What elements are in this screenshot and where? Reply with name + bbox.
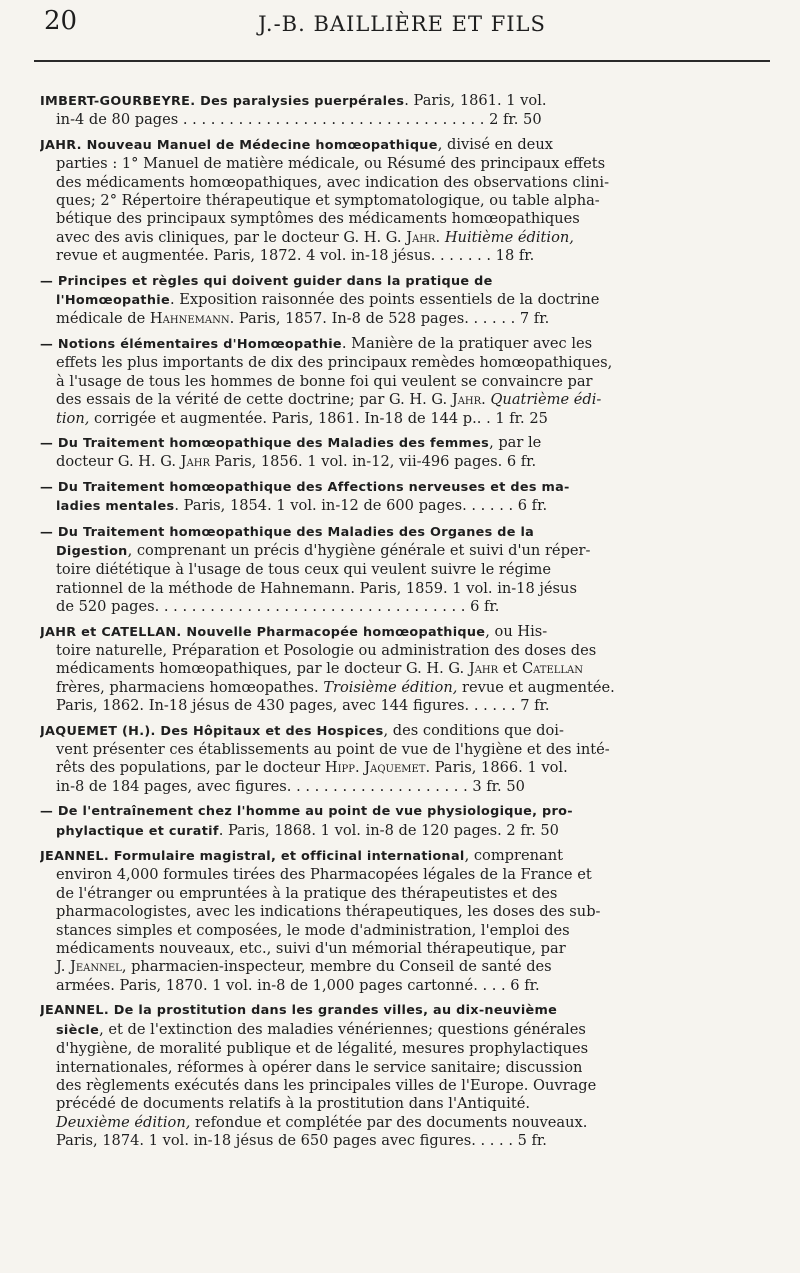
entry-line bbox=[40, 210, 762, 228]
entry-text: . bbox=[435, 228, 445, 246]
entry-line bbox=[40, 1114, 762, 1132]
entry-line bbox=[40, 977, 762, 995]
entry-heading-text: JAHR et CATELLAN. bbox=[40, 624, 187, 640]
entry-text: stances simples et composées, le mode d'administration, l'emploi des bbox=[56, 921, 570, 939]
entry-text: Catellan bbox=[521, 660, 584, 678]
entry-text: toire diététique à l'usage de tous ceux qui veulent suivre le régime bbox=[56, 561, 551, 579]
entry-line bbox=[40, 885, 762, 903]
entry-text: médicale de bbox=[56, 310, 150, 328]
catalog-entries bbox=[40, 92, 762, 1151]
entry-text: refondue et complétée par des documents nouveaux. bbox=[190, 1113, 588, 1131]
entry-text: docteur G. H. G. bbox=[56, 453, 181, 471]
entry-line bbox=[40, 958, 762, 976]
entry-line bbox=[40, 92, 762, 111]
entry-heading-text: JAQUEMET (H.). bbox=[40, 723, 161, 739]
catalog-entry bbox=[40, 523, 762, 617]
catalog-entry bbox=[40, 802, 762, 841]
entry-text: , comprenant un précis d'hygiène générale et suivi d'un réper- bbox=[127, 541, 591, 559]
entry-line bbox=[40, 1077, 762, 1095]
entry-text: tion, bbox=[56, 409, 90, 427]
entry-heading-text: De la prostitution dans les grandes villes, au dix-neuvième bbox=[113, 1003, 558, 1019]
entry-line bbox=[40, 802, 762, 821]
entry-text: médicaments homœopathiques, par le docteur G. H. G. bbox=[56, 660, 469, 678]
entry-heading-text: — Du Traitement homœopathique des Maladies des Organes de la bbox=[40, 524, 535, 540]
entry-heading-text: Nouveau Manuel de Médecine homœopathique bbox=[86, 137, 438, 153]
entry-text: Jahr bbox=[451, 391, 482, 409]
entry-heading-text: Digestion bbox=[56, 543, 128, 559]
entry-text: Hahnemann bbox=[149, 310, 230, 328]
entry-text: , divisé en deux bbox=[437, 135, 553, 153]
entry-line bbox=[40, 722, 762, 741]
entry-text: Jahr bbox=[180, 453, 210, 471]
entry-text: . bbox=[481, 391, 491, 409]
entry-text: des essais de la vérité de cette doctrine; par G. H. G. bbox=[56, 391, 452, 409]
entry-text: , comprenant bbox=[464, 847, 563, 865]
entry-text: Jahr bbox=[468, 660, 499, 678]
catalog-entry bbox=[40, 623, 762, 716]
entry-text: de l'étranger ou empruntées à la pratique des thérapeutistes et des bbox=[56, 884, 558, 902]
entry-text: ques; 2° Répertoire thérapeutique et symptomatologique, ou table alpha- bbox=[56, 192, 600, 210]
entry-text: Troisième édition, bbox=[323, 678, 458, 696]
entry-line bbox=[40, 310, 762, 328]
entry-heading-text: — Notions élémentaires d'Homœopathie bbox=[40, 336, 342, 352]
entry-text: , et de l'extinction des maladies vénériennes; questions générales bbox=[99, 1020, 586, 1038]
entry-line bbox=[40, 623, 762, 642]
entry-heading-text: l'Homœopathie bbox=[56, 293, 170, 309]
entry-text: Paris, 1862. In-18 jésus de 430 pages, avec 144 figures. . . . . . 7 fr. bbox=[56, 697, 550, 715]
entry-text: Paris, 1874. 1 vol. in-18 jésus de 650 pages avec figures. . . . . 5 fr. bbox=[56, 1132, 547, 1150]
entry-heading-text: — Principes et règles qui doivent guider dans la pratique de bbox=[40, 273, 493, 289]
entry-line bbox=[40, 759, 762, 777]
entry-text: . Paris, 1861. 1 vol. bbox=[404, 92, 547, 109]
entry-text: , ou His- bbox=[485, 622, 548, 640]
entry-text: Huitième édition, bbox=[444, 228, 574, 246]
entry-heading-text: siècle bbox=[56, 1022, 100, 1038]
entry-line bbox=[40, 1021, 762, 1040]
entry-text: bétique des principaux symptômes des médicaments homœopathiques bbox=[56, 210, 580, 228]
entry-line bbox=[40, 111, 762, 129]
entry-text: parties : 1° Manuel de matière médicale, ou Résumé des principaux effets bbox=[56, 155, 606, 173]
entry-line bbox=[40, 940, 762, 958]
page-header bbox=[34, 0, 770, 62]
entry-text: in-8 de 184 pages, avec figures. . . . . . . . . . . . . . . . . . . . 3 fr. 50 bbox=[56, 777, 525, 795]
entry-text: pharmacologistes, avec les indications thérapeutiques, les doses des sub- bbox=[56, 903, 601, 921]
entry-text: d'hygiène, de moralité publique et de légalité, mesures prophylactiques bbox=[56, 1040, 589, 1058]
entry-line bbox=[40, 1059, 762, 1077]
catalog-entry bbox=[40, 847, 762, 995]
entry-text: . Paris, 1857. In-8 de 528 pages. . . . . . 7 fr. bbox=[229, 310, 550, 328]
entry-text: avec des avis cliniques, par le docteur G. H. G. bbox=[56, 228, 407, 246]
entry-heading-text: Nouvelle Pharmacopée homœopathique bbox=[186, 624, 486, 640]
entry-line bbox=[40, 847, 762, 866]
entry-text: frères, pharmaciens homœopathes. bbox=[56, 678, 324, 696]
entry-text: internationales, réformes à opérer dans le service sanitaire; discussion bbox=[56, 1058, 583, 1076]
entry-line bbox=[40, 174, 762, 192]
catalog-entry bbox=[40, 1001, 762, 1150]
entry-line bbox=[40, 598, 762, 616]
entry-text: vent présenter ces établissements au point de vue de l'hygiène et des inté- bbox=[56, 741, 610, 758]
entry-line bbox=[40, 410, 762, 428]
entry-text: Deuxième édition, bbox=[56, 1113, 191, 1131]
entry-line bbox=[40, 247, 762, 265]
entry-text: . Manière de la pratiquer avec les bbox=[341, 334, 593, 352]
entry-text: à l'usage de tous les hommes de bonne foi qui veulent se convaincre par bbox=[56, 372, 593, 390]
entry-line bbox=[40, 903, 762, 921]
entry-line bbox=[40, 580, 762, 598]
entry-text: environ 4,000 formules tirées des Pharmacopées légales de la France et bbox=[56, 866, 592, 884]
entry-line bbox=[40, 697, 762, 715]
entry-heading-text: JAHR. bbox=[40, 137, 87, 153]
entry-text: toire naturelle, Préparation et Posologie ou administration des doses des bbox=[56, 641, 597, 659]
entry-text: revue et augmentée. Paris, 1872. 4 vol. in-18 jésus. . . . . . . 18 fr. bbox=[56, 247, 535, 265]
catalog-entry bbox=[40, 92, 762, 130]
entry-line bbox=[40, 155, 762, 173]
entry-text: de 520 pages. . . . . . . . . . . . . . . . . . . . . . . . . . . . . . . . . . 6 fr. bbox=[56, 598, 500, 616]
entry-heading-text: — Du Traitement homœopathique des Affections nerveuses et des ma- bbox=[40, 479, 570, 495]
entry-text: rêts des populations, par le docteur bbox=[56, 759, 325, 777]
entry-heading-text: IMBERT-GOURBEYRE. bbox=[40, 94, 201, 109]
entry-line bbox=[40, 136, 762, 155]
catalog-entry bbox=[40, 136, 762, 266]
entry-line bbox=[40, 679, 762, 697]
entry-heading-text: — Du Traitement homœopathique des Maladies des femmes bbox=[40, 435, 490, 451]
entry-line bbox=[40, 542, 762, 561]
entry-line bbox=[40, 272, 762, 291]
entry-text: . Exposition raisonnée des points essentiels de la doctrine bbox=[169, 291, 600, 309]
entry-line bbox=[40, 778, 762, 796]
entry-text: Hipp. Jaquemet bbox=[324, 759, 426, 777]
entry-line bbox=[40, 1001, 762, 1020]
running-head: J.-B. BAILLIÈRE ET FILS bbox=[258, 12, 546, 36]
entry-text: précédé de documents relatifs à la prostitution dans l'Antiquité. bbox=[56, 1095, 530, 1113]
entry-line bbox=[40, 229, 762, 247]
entry-text: , des conditions que doi- bbox=[383, 721, 564, 739]
entry-line bbox=[40, 391, 762, 409]
entry-heading-text: ladies mentales bbox=[56, 499, 175, 515]
entry-line bbox=[40, 373, 762, 391]
entry-text: et bbox=[498, 660, 522, 678]
entry-line bbox=[40, 1132, 762, 1150]
page-number: 20 bbox=[44, 6, 78, 36]
entry-line bbox=[40, 453, 762, 471]
entry-text: effets les plus importants de dix des principaux remèdes homœopathiques, bbox=[56, 354, 613, 372]
catalog-entry bbox=[40, 478, 762, 517]
entry-line bbox=[40, 866, 762, 884]
entry-text: rationnel de la méthode de Hahnemann. Paris, 1859. 1 vol. in-18 jésus bbox=[56, 579, 577, 597]
entry-text: , pharmacien-inspecteur, membre du Conseil de santé des bbox=[121, 958, 552, 976]
entry-heading-text: Formulaire magistral, et officinal international bbox=[113, 849, 465, 865]
catalog-entry bbox=[40, 434, 762, 472]
entry-text: des médicaments homœopathiques, avec indication des observations clini- bbox=[56, 173, 610, 191]
entry-text: Quatrième édi- bbox=[490, 391, 602, 409]
entry-text: . Paris, 1854. 1 vol. in-12 de 600 pages. . . . . . 6 fr. bbox=[174, 497, 548, 515]
entry-text: . Paris, 1868. 1 vol. in-8 de 120 pages. 2 fr. 50 bbox=[218, 821, 559, 839]
entry-line bbox=[40, 561, 762, 579]
entry-text: corrigée et augmentée. Paris, 1861. In-18 de 144 p.. . 1 fr. 25 bbox=[89, 409, 548, 427]
entry-text: J. bbox=[56, 958, 70, 976]
catalog-entry bbox=[40, 335, 762, 428]
entry-heading-text: JEANNEL. bbox=[40, 849, 114, 865]
entry-line bbox=[40, 192, 762, 210]
entry-line bbox=[40, 434, 762, 453]
entry-text: in-4 de 80 pages . . . . . . . . . . . . . . . . . . . . . . . . . . . . . . . . . 2 fr. 50 bbox=[56, 111, 542, 129]
entry-line bbox=[40, 523, 762, 542]
entry-text: revue et augmentée. bbox=[457, 678, 615, 696]
entry-line bbox=[40, 642, 762, 660]
entry-heading-text: Des paralysies puerpérales bbox=[200, 94, 405, 109]
entry-text: des règlements exécutés dans les principales villes de l'Europe. Ouvrage bbox=[56, 1076, 597, 1094]
entry-text: . Paris, 1866. 1 vol. bbox=[425, 759, 568, 777]
catalog-entry bbox=[40, 272, 762, 329]
entry-text: médicaments nouveaux, etc., suivi d'un mémorial thérapeutique, par bbox=[56, 940, 566, 958]
entry-heading-text: JEANNEL. bbox=[40, 1003, 114, 1019]
entry-line bbox=[40, 335, 762, 354]
entry-line bbox=[40, 1095, 762, 1113]
entry-heading-text: phylactique et curatif bbox=[56, 823, 219, 839]
entry-line bbox=[40, 822, 762, 841]
entry-line bbox=[40, 354, 762, 372]
entry-text: Jeannel bbox=[70, 958, 122, 976]
entry-line bbox=[40, 497, 762, 516]
entry-line bbox=[40, 1040, 762, 1058]
entry-text: Jahr bbox=[406, 228, 436, 246]
entry-heading-text: — De l'entraînement chez l'homme au point de vue physiologique, pro- bbox=[40, 804, 573, 820]
catalog-entry bbox=[40, 722, 762, 797]
entry-heading-text: Des Hôpitaux et des Hospices bbox=[160, 723, 384, 739]
entry-line bbox=[40, 922, 762, 940]
entry-line bbox=[40, 291, 762, 310]
entry-line bbox=[40, 478, 762, 497]
entry-line bbox=[40, 741, 762, 759]
entry-line bbox=[40, 660, 762, 678]
entry-text: Paris, 1856. 1 vol. in-12, vii-496 pages. 6 fr. bbox=[209, 453, 537, 471]
entry-text: armées. Paris, 1870. 1 vol. in-8 de 1,000 pages cartonné. . . . 6 fr. bbox=[56, 976, 540, 994]
entry-text: , par le bbox=[489, 433, 542, 451]
